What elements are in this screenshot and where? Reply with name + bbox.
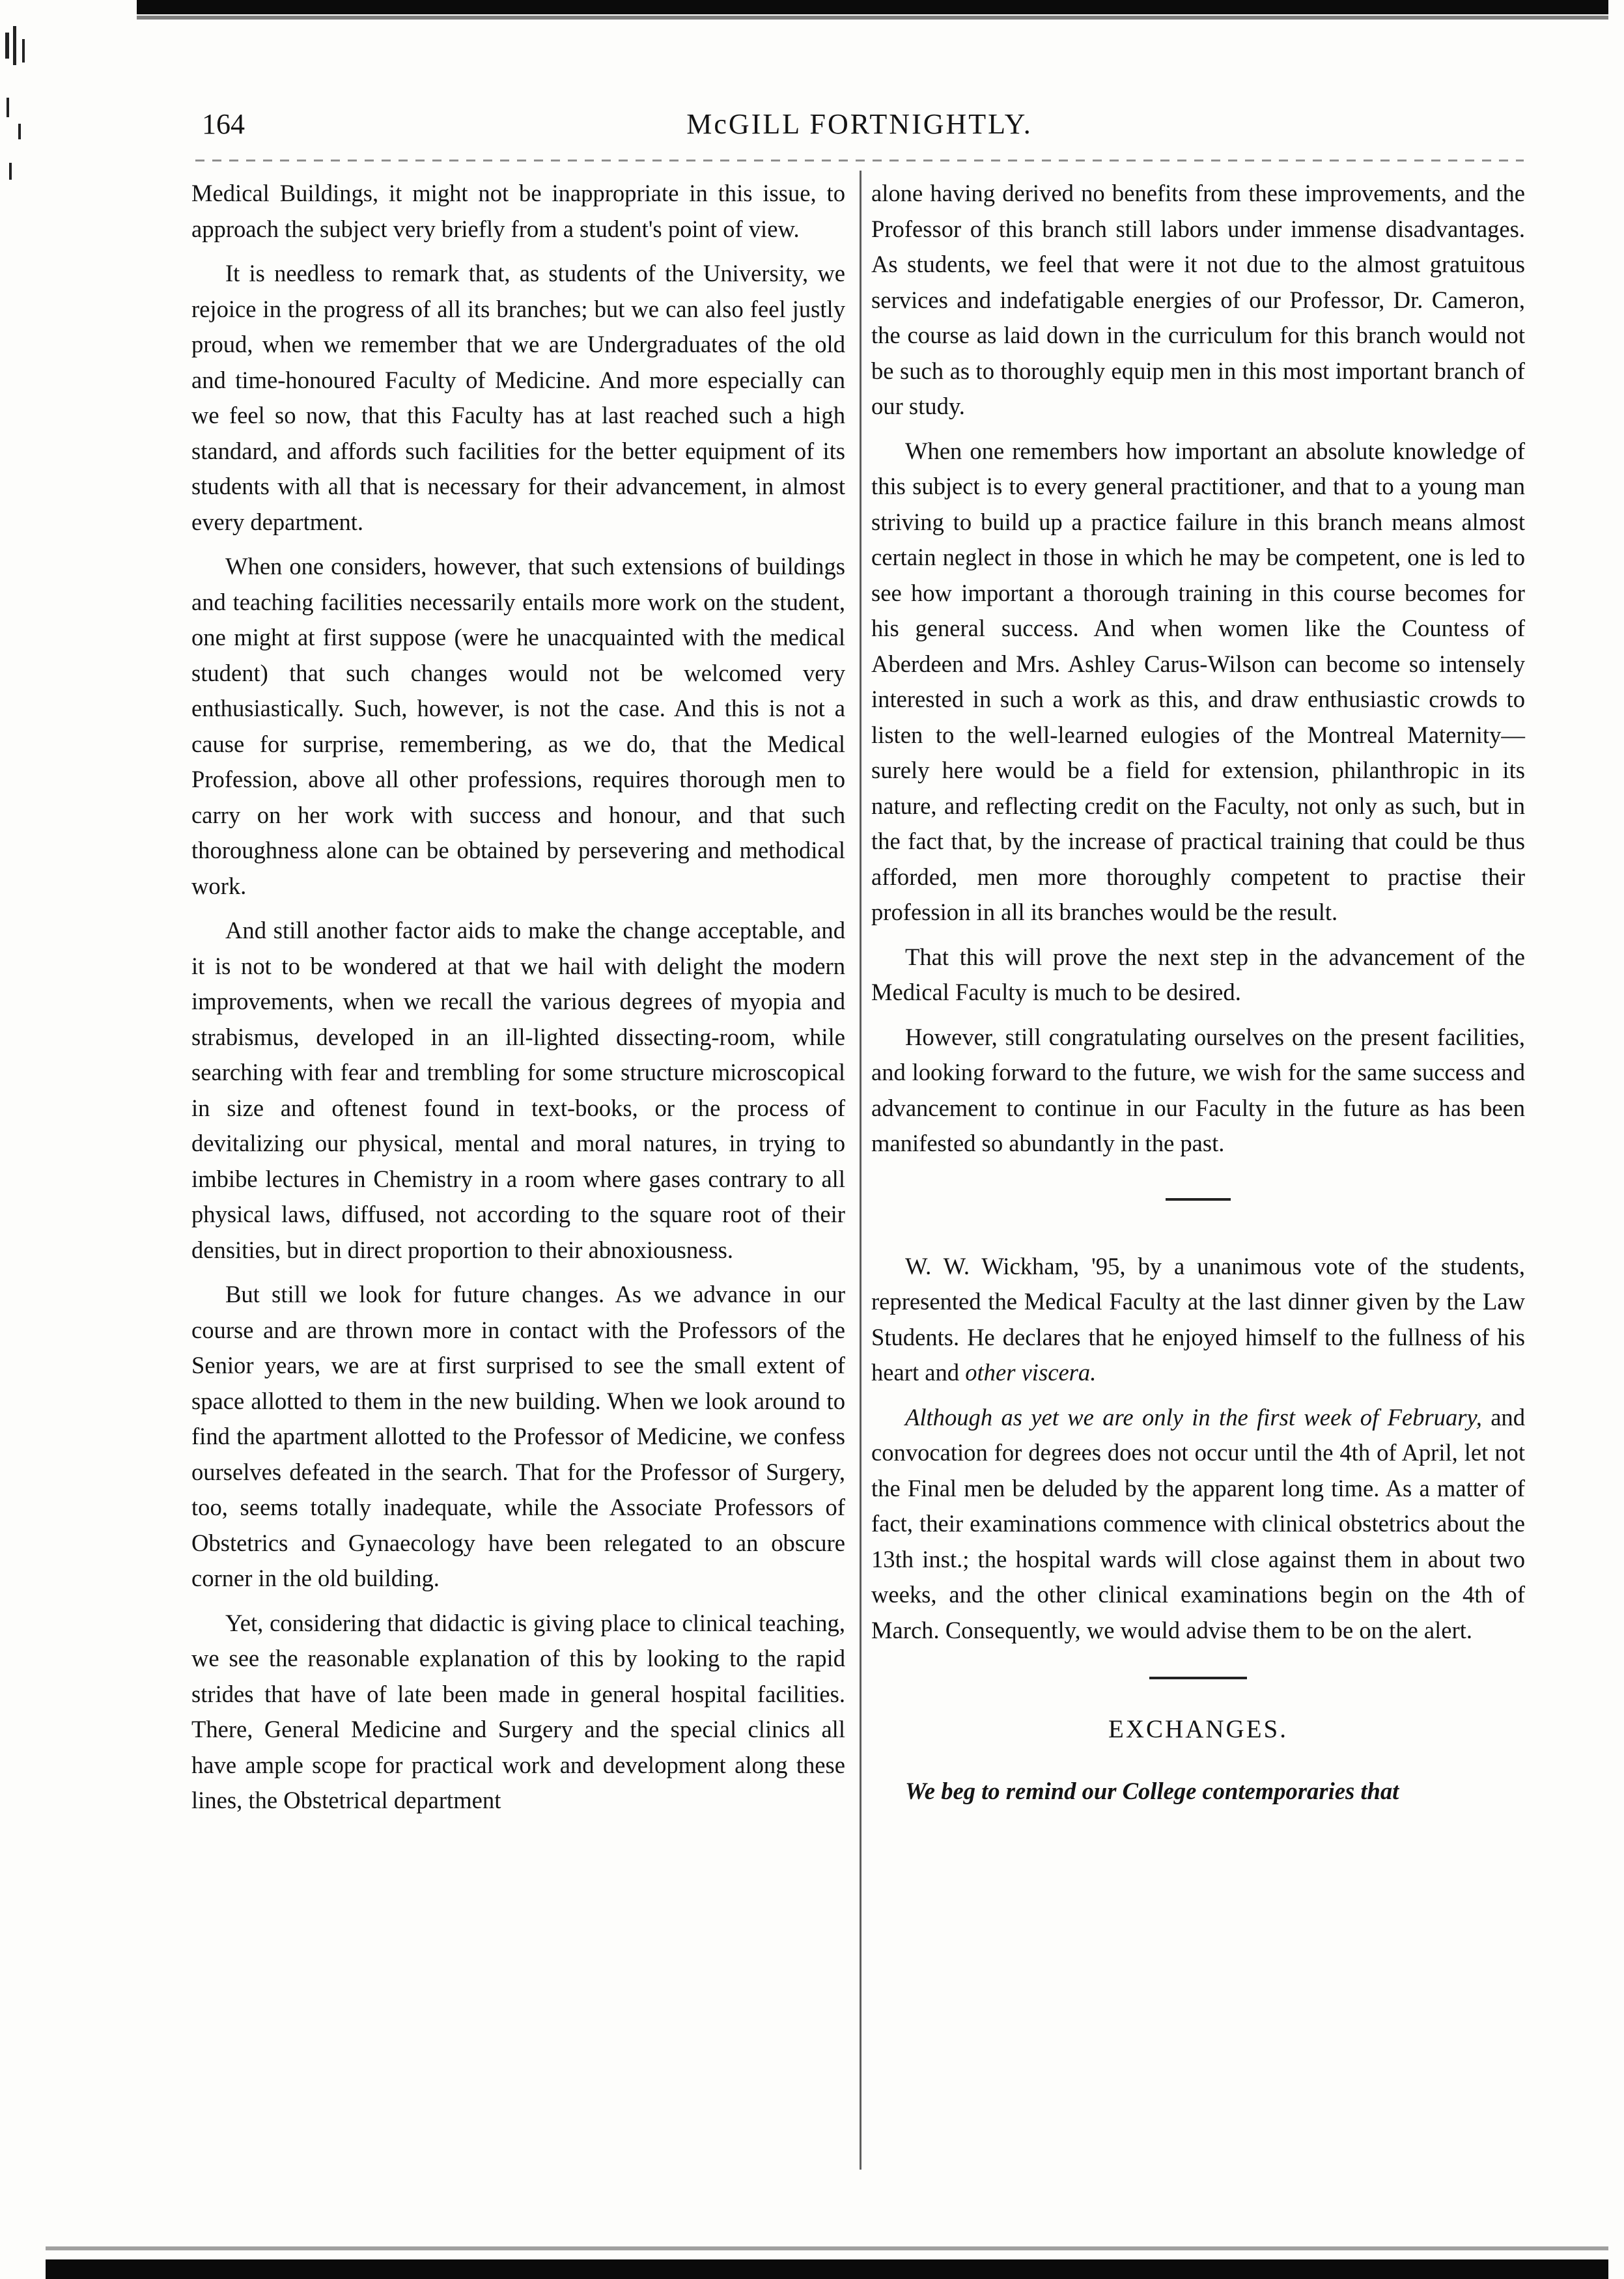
paragraph: Medical Buildings, it might not be inappropriate in this issue, to approach the subject very briefly from a student's point of view. [191, 180, 845, 242]
section-separator [1166, 1198, 1231, 1201]
paragraph: That this will prove the next step in the advancement of the Medical Faculty is much to be desired. [871, 943, 1525, 1005]
paragraph: It is needless to remark that, as students of the University, we rejoice in the progress of all its branches; but we can also feel justly proud, when we remember that we are Undergraduates of the old and time-honoured Faculty of Medicine. And more especially can we feel so now, that this Faculty has at last reached such a high standard, and affords such facilities for the better equipment of its students with all that is necessary for their advancement, in almost every department. [191, 260, 845, 535]
page-number: 164 [202, 108, 245, 140]
news-note-convocation [871, 1400, 1525, 1649]
right-column [871, 176, 1525, 1818]
top-border-shadow [137, 16, 1608, 20]
bottom-border-rule [46, 2259, 1608, 2279]
note-text: W. W. Wickham, '95, by a unanimous vote of the students, represented the Medical Faculty at the last dinner given by the Law Students. He declares that he enjoyed himself to the fullness of his heart and [871, 1252, 1525, 1386]
note-text: and convocation for degrees does not occur until the 4th of April, let not the Final men be deluded by the apparent long time. As a matter of fact, their examinations commence with clinical obstetrics about the 13th inst.; the hospital wards will close against them in about two weeks, and the other clinical examinations begin on the 4th of March. Consequently, we would advise them to be on the alert. [871, 1403, 1526, 1643]
paragraph: alone having derived no benefits from these improvements, and the Professor of this branch still labors under immense disadvantages. As students, we feel that were it not due to the almost gratuitous services and indefatigable energies of our Professor, Dr. Cameron, the course as laid down in the curriculum for this branch would not be such as to thoroughly equip men in this most important branch of our study. [871, 180, 1525, 419]
column-divider [860, 171, 861, 2170]
paragraph: Yet, considering that didactic is giving place to clinical teaching, we see the reasonable explanation of this by looking to the rapid strides that have of late been made in general hospital facilities. There, General Medicine and Surgery and the special clinics all have ample scope for practical work and development along these lines, the Obstetrical department [191, 1609, 845, 1813]
journal-title: McGILL FORTNIGHTLY. [686, 108, 1033, 140]
section-separator [1149, 1677, 1247, 1679]
note-italic-phrase: other viscera. [965, 1359, 1097, 1386]
exchanges-text: We beg to remind our College contemporaries that [905, 1777, 1399, 1804]
paragraph: However, still congratulating ourselves on the present facilities, and looking forward to the future, we wish for the same success and advancement to continue in our Faculty in the future as has been manifested so abundantly in the past. [871, 1023, 1525, 1156]
note-italic-lead: Although as yet we are only in the first week of February, [905, 1403, 1482, 1431]
scan-edge-marks [0, 26, 46, 195]
left-column [191, 176, 845, 1828]
running-head [189, 107, 1530, 153]
paragraph: When one considers, however, that such extensions of buildings and teaching facilities necessarily entails more work on the student, one might at first suppose (were he unacquainted with the medical student) that such changes would not be welcomed very enthusiastically. Such, however, is not the case. And this is not a cause for surprise, remembering, as we do, that the Medical Profession, above all other professions, requires thorough men to carry on her work with success and honour, and that such thoroughness alone can be obtained by persevering and methodical work. [191, 553, 845, 899]
paragraph: And still another factor aids to make the change acceptable, and it is not to be wondered at that we hail with delight the modern improvements, when we recall the various degrees of myopia and strabismus, developed in an ill-lighted dissecting-room, while searching with fear and trembling for some structure microscopical in size and oftenest found in text-books, or the process of devitalizing our physical, mental and moral natures, in trying to imbibe lectures in Chemistry in a room where gases contrary to all physical laws, diffused, not according to the square root of their densities, but in direct proportion to their abnoxiousness. [191, 917, 845, 1263]
bottom-border-shadow [46, 2246, 1608, 2250]
top-border-rule [137, 0, 1608, 14]
paragraph: When one remembers how important an absolute knowledge of this subject is to every general practitioner, and that to a young man striving to build up a practice failure in this branch means almost certain neglect in those in which he may be competent, one is led to see how important a thorough training in this course becomes for his general success. And when women like the Countess of Aberdeen and Mrs. Ashley Carus-Wilson can become so intensely interested in such a work as this, and draw enthusiastic crowds to listen to the well-learned eulogies of the Montreal Maternity—surely here would be a field for extension, philanthropic in its nature, and reflecting credit on the Faculty, not only as such, but in the fact that, by the increase of practical training that could be thus afforded, men more thoroughly competent to practise their profession in all its branches would be the result. [871, 437, 1525, 925]
exchanges-heading: EXCHANGES. [1108, 1715, 1288, 1743]
header-rule [195, 160, 1524, 161]
news-note-wickham [871, 1249, 1525, 1391]
paragraph: But still we look for future changes. As we advance in our course and are thrown more in contact with the Professors of the Senior years, we are at first surprised to see the small extent of space allotted to them in the new building. When we look around to find the apartment allotted to the Professor of Medicine, we confess ourselves defeated in the search. That for the Professor of Surgery, too, seems totally inadequate, while the Associate Professors of Obstetrics and Gynaecology have been relegated to an obscure corner in the old building. [191, 1281, 845, 1591]
